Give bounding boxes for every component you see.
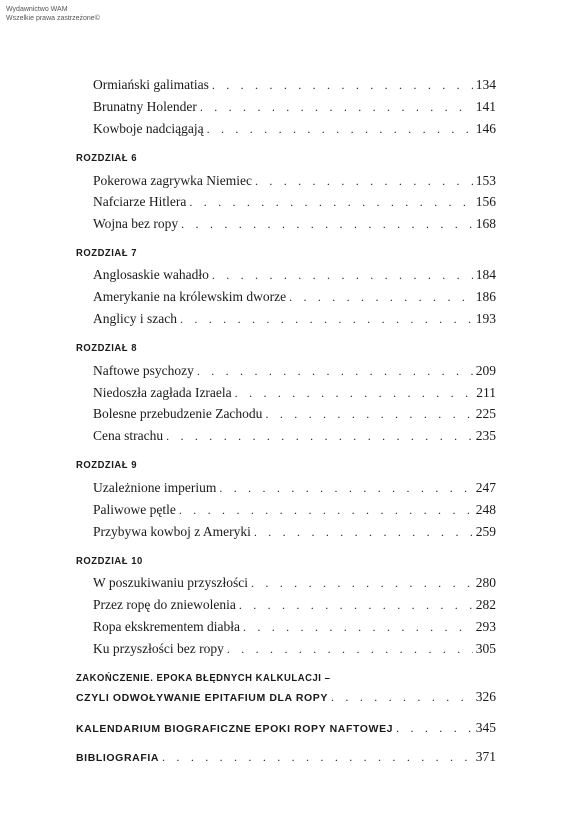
toc-entry-title: Amerykanie na królewskim dworze xyxy=(93,289,287,304)
toc-entry-bibliography xyxy=(76,748,496,766)
toc-entry-page: 259 xyxy=(475,524,496,539)
toc-entry-title: W poszukiwaniu przyszłości xyxy=(93,575,248,590)
toc-entry xyxy=(93,172,496,190)
toc-entry-title: Anglosaskie wahadło xyxy=(93,267,209,282)
toc-entry xyxy=(93,288,496,306)
toc-entry-page: 193 xyxy=(475,311,496,326)
dot-leader xyxy=(239,596,473,614)
toc-entry-title: Wojna bez ropy xyxy=(93,216,179,231)
chapter-heading: ROZDZIAŁ 8 xyxy=(76,342,138,354)
dot-leader xyxy=(180,310,473,328)
toc-entry xyxy=(93,215,496,233)
toc-entry-page: 156 xyxy=(475,194,496,209)
toc-entry-page: 345 xyxy=(475,720,496,735)
toc-entry-page: 153 xyxy=(475,173,496,188)
toc-entry-page: 209 xyxy=(475,363,496,378)
toc-entry-page: 186 xyxy=(475,289,496,304)
conclusion-heading-line2: CZYLI ODWOŁYWANIE EPITAFIUM DLA ROPY xyxy=(76,692,329,704)
toc-entry xyxy=(93,384,496,402)
chapter-heading: ROZDZIAŁ 10 xyxy=(76,555,143,567)
toc-entry xyxy=(93,574,496,592)
toc-entry xyxy=(93,523,496,541)
toc-entry-page: 211 xyxy=(476,385,496,400)
toc-entry-title: Cena strachu xyxy=(93,428,164,443)
toc-entry-title: Paliwowe pętle xyxy=(93,502,176,517)
toc-entry-title: Ormiański galimatias xyxy=(93,77,209,92)
toc-entry-page: 248 xyxy=(475,502,496,517)
toc-entry xyxy=(93,596,496,614)
toc-entry-title: Kowboje nadciągają xyxy=(93,121,204,136)
dot-leader xyxy=(289,288,473,306)
toc-entry-title: Przybywa kowboj z Ameryki xyxy=(93,524,251,539)
dot-leader xyxy=(227,640,473,658)
toc-entry xyxy=(93,266,496,284)
toc-entry-title: Bolesne przebudzenie Zachodu xyxy=(93,406,263,421)
dot-leader xyxy=(181,215,473,233)
toc-entry xyxy=(93,618,496,636)
dot-leader xyxy=(189,193,472,211)
chapter-heading: ROZDZIAŁ 9 xyxy=(76,459,138,471)
toc-entry xyxy=(93,427,496,445)
dot-leader xyxy=(265,405,472,423)
toc-entry-page: 280 xyxy=(475,575,496,590)
toc-entry-page: 293 xyxy=(475,619,496,634)
dot-leader xyxy=(179,501,473,519)
chapter-heading: ROZDZIAŁ 7 xyxy=(76,247,138,259)
dot-leader xyxy=(219,479,472,497)
toc-entry-title: Uzależnione imperium xyxy=(93,480,217,495)
toc-entry-title: Niedoszła zagłada Izraela xyxy=(93,385,232,400)
toc-entry-title: Pokerowa zagrywka Niemiec xyxy=(93,173,252,188)
dot-leader xyxy=(162,748,473,766)
watermark-copyright: Wszelkie prawa zastrzeżone© xyxy=(6,15,100,22)
dot-leader xyxy=(243,618,473,636)
dot-leader xyxy=(197,362,473,380)
toc-entry-page: 371 xyxy=(475,749,496,764)
dot-leader xyxy=(207,120,473,138)
dot-leader xyxy=(166,427,473,445)
dot-leader xyxy=(212,76,473,94)
toc-entry-page: 168 xyxy=(475,216,496,231)
dot-leader xyxy=(254,523,473,541)
toc-entry-page: 146 xyxy=(475,121,496,136)
toc-entry-page: 247 xyxy=(475,480,496,495)
toc-entry-calendar xyxy=(76,719,496,737)
toc-entry-title: Nafciarze Hitlera xyxy=(93,194,187,209)
watermark-publisher: Wydawnictwo WAM xyxy=(6,6,68,13)
toc-entry-title: Ku przyszłości bez ropy xyxy=(93,641,224,656)
toc-entry-page: 326 xyxy=(475,689,496,704)
dot-leader xyxy=(212,266,473,284)
calendar-heading: KALENDARIUM BIOGRAFICZNE EPOKI ROPY NAFTOWEJ xyxy=(76,723,394,735)
dot-leader xyxy=(251,574,473,592)
dot-leader xyxy=(200,98,473,116)
toc-entry-title: Brunatny Holender xyxy=(93,99,197,114)
conclusion-heading-line1: ZAKOŃCZENIE. EPOKA BŁĘDNYCH KALKULACJI – xyxy=(76,672,331,684)
toc-entry-page: 305 xyxy=(475,641,496,656)
toc-entry xyxy=(93,193,496,211)
dot-leader xyxy=(331,688,473,706)
toc-entry xyxy=(93,405,496,423)
chapter-heading: ROZDZIAŁ 6 xyxy=(76,152,138,164)
toc-entry xyxy=(93,501,496,519)
toc-entry-page: 134 xyxy=(475,77,496,92)
toc-entry-title: Anglicy i szach xyxy=(93,311,177,326)
dot-leader xyxy=(255,172,473,190)
toc-entry-title: Naftowe psychozy xyxy=(93,363,194,378)
toc-entry xyxy=(93,640,496,658)
toc-entry-title: Ropa ekskrementem diabła xyxy=(93,619,240,634)
toc-entry xyxy=(93,362,496,380)
toc-entry-page: 225 xyxy=(475,406,496,421)
toc-entry xyxy=(93,76,496,94)
toc-entry-page: 235 xyxy=(475,428,496,443)
toc-entry xyxy=(93,98,496,116)
bibliography-heading: BIBLIOGRAFIA xyxy=(76,752,160,764)
toc-entry-conclusion xyxy=(76,688,496,706)
toc-entry-page: 184 xyxy=(475,267,496,282)
toc-entry xyxy=(93,120,496,138)
dot-leader xyxy=(235,384,474,402)
toc-entry-page: 282 xyxy=(475,597,496,612)
toc-entry-page: 141 xyxy=(475,99,496,114)
toc-entry xyxy=(93,479,496,497)
toc-entry xyxy=(93,310,496,328)
toc-entry-title: Przez ropę do zniewolenia xyxy=(93,597,236,612)
dot-leader xyxy=(396,719,473,737)
